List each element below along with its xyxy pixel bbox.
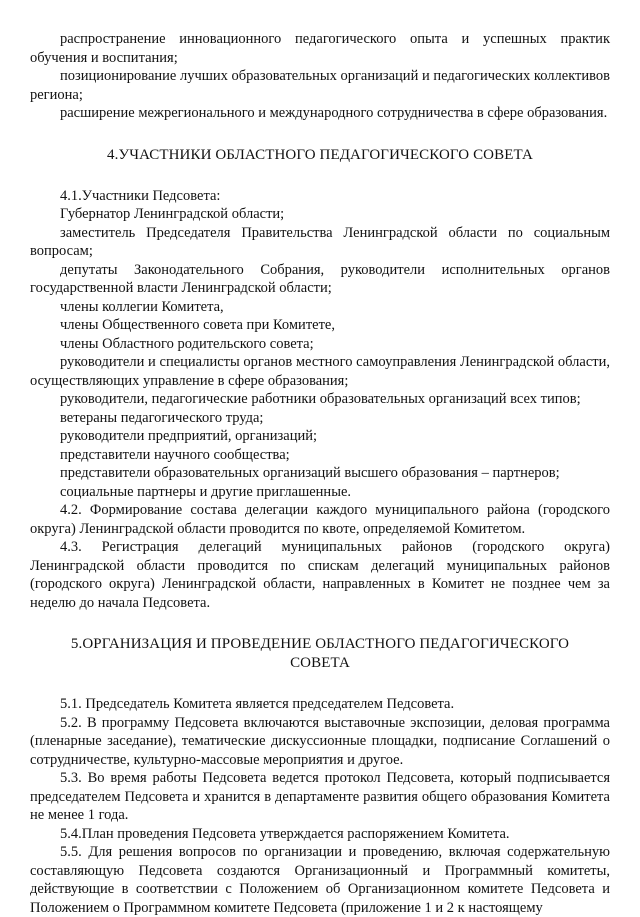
section-4-heading: 4.УЧАСТНИКИ ОБЛАСТНОГО ПЕДАГОГИЧЕСКОГО СОВЕТА [107, 146, 533, 163]
clause-5-1: 5.1. Председатель Комитета является председателем Педсовета. [60, 696, 455, 712]
participant-13: социальные партнеры и другие приглашенные. [60, 483, 351, 500]
clause-5-3: 5.3. Во время работы Педсовета ведется протокол Педсовета, который подписывается председателем Педсовета и хранится в департаменте развития общего образования Комитета не менее 1 года. [30, 770, 610, 823]
participant-9: ветераны педагогического труда; [60, 409, 264, 426]
participant-6: члены Областного родительского совета; [60, 335, 314, 352]
participant-2: заместитель Председателя Правительства Ленинградской области по социальным вопросам; [30, 224, 610, 259]
participant-10: руководители предприятий, организаций; [60, 428, 318, 444]
participant-5: члены Общественного совета при Комитете, [60, 317, 335, 333]
participant-1: Губернатор Ленинградской области; [60, 206, 285, 222]
participant-7: руководители и специалисты органов местного самоуправления Ленинградской области, осуществляющих управление в сфере образования; [30, 354, 610, 389]
section-5-heading-line-2: СОВЕТА [290, 655, 350, 671]
intro-item-1: распространение инновационного педагогического опыта и успешных практик обучения и воспитания; [30, 31, 610, 66]
clause-5-5: 5.5. Для решения вопросов по организации и проведению, включая содержательную составляющую Педсовета создаются Организационный и Программный комитеты, действующие в соответствии с Положением об Организационном комитете Педсовета и Положением о Программном комитете Педсовета (приложение 1 и 2 к настоящему [30, 844, 610, 916]
intro-item-2: позиционирование лучших образовательных организаций и педагогических коллективов региона; [30, 68, 610, 103]
clause-5-4: 5.4.План проведения Педсовета утверждается распоряжением Комитета. [60, 825, 510, 842]
participant-8: руководители, педагогические работники образовательных организаций всех типов; [60, 391, 581, 407]
participant-11: представители научного сообщества; [60, 446, 290, 463]
section-5-heading-line-1: 5.ОРГАНИЗАЦИЯ И ПРОВЕДЕНИЕ ОБЛАСТНОГО ПЕДАГОГИЧЕСКОГО [70, 636, 570, 652]
clause-5-2: 5.2. В программу Педсовета включаются выставочные экспозиции, деловая программа (пленарные заседание), тематические дискуссионные площадки, подписание Соглашений о сотрудничестве, культурно-массовые мероприятия и другое. [30, 714, 610, 768]
clause-4-1-title: 4.1.Участники Педсовета: [60, 187, 221, 204]
clause-4-3: 4.3. Регистрация делегаций муниципальных районов (городского округа) Ленинградской области проводится по спискам делегаций муниципальных районов (городского округа) Ленинградской области, направленных в Комитет не позднее чем за неделю до начала Педсовета. [30, 539, 610, 611]
intro-item-3: расширение межрегионального и международного сотрудничества в сфере образования. [60, 105, 608, 121]
participant-3: депутаты Законодательного Собрания, руководители исполнительных органов государственной власти Ленинградской области; [30, 261, 610, 296]
participant-12: представители образовательных организаций высшего образования – партнеров; [60, 465, 560, 481]
clause-4-2: 4.2. Формирование состава делегации каждого муниципального района (городского округа) Ленинградской области проводится по квоте, определяемой Комитетом. [30, 502, 610, 537]
participant-4: члены коллегии Комитета, [60, 298, 224, 315]
